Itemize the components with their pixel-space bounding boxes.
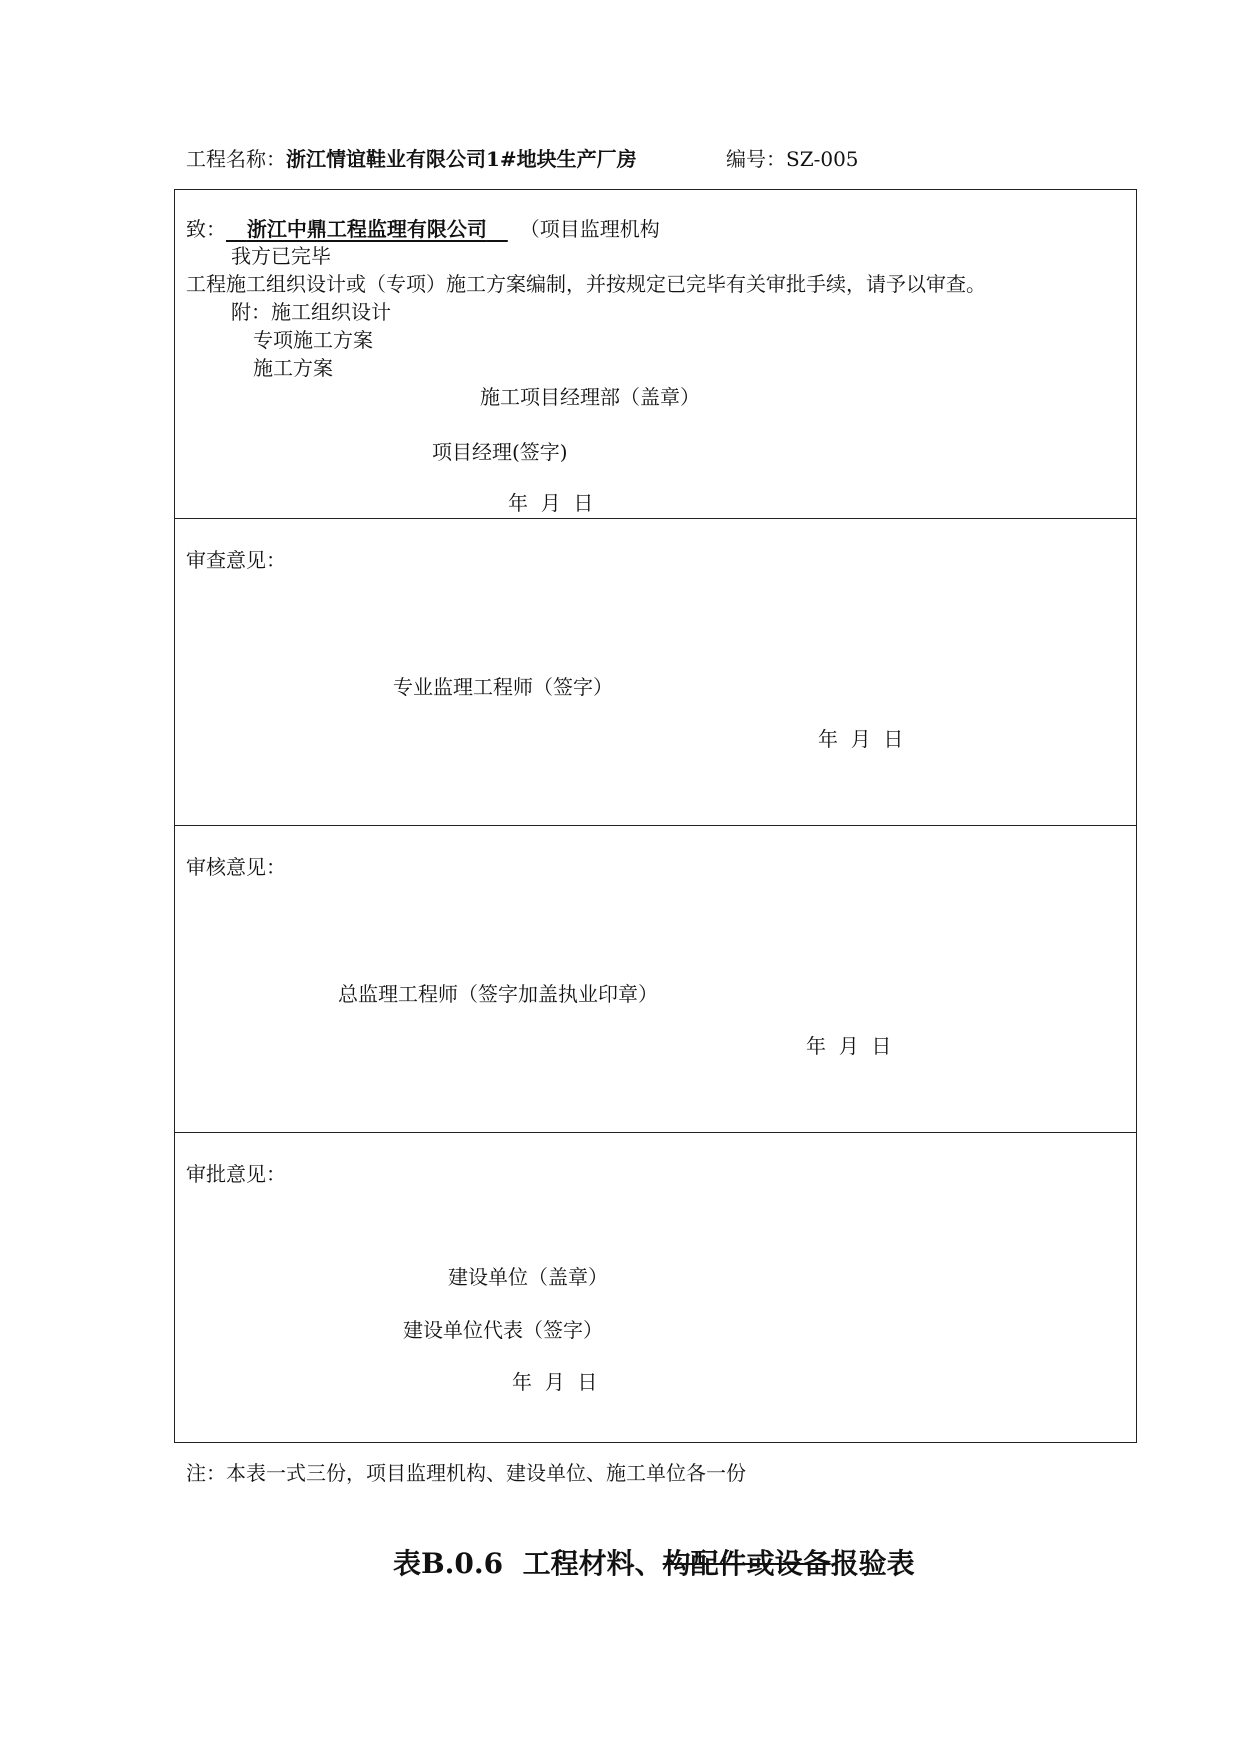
- number-value: SZ-005: [786, 147, 859, 171]
- title-part-1: 表B.0.6 工程材料、: [393, 1547, 663, 1580]
- statement-line-2: 工程施工组织设计或（专项）施工方案编制，并按规定已完毕有关审批手续，请予以审查。: [186, 272, 986, 296]
- row-divider-2: [174, 825, 1137, 826]
- section4-date: 年 月 日: [512, 1370, 598, 1394]
- audit-opinion-label: 审核意见：: [186, 855, 286, 879]
- review-opinion-label: 审查意见：: [186, 548, 286, 572]
- to-suffix: （项目监理机构: [519, 217, 660, 241]
- section2-date: 年 月 日: [818, 727, 904, 751]
- section3-date: 年 月 日: [806, 1034, 892, 1058]
- owner-seal-label: 建设单位（盖章）: [448, 1265, 608, 1289]
- copies-note: 注：本表一式三份，项目监理机构、建设单位、施工单位各一份: [186, 1461, 746, 1485]
- to-label: 致：: [186, 217, 226, 241]
- title-part-struck: 构配件或设备: [662, 1547, 831, 1580]
- row-divider-3: [174, 1132, 1137, 1133]
- owner-rep-signature: 建设单位代表（签字）: [403, 1318, 603, 1342]
- title-part-3: 报验表: [830, 1547, 915, 1580]
- attachment-special-plan: 专项施工方案: [253, 328, 373, 352]
- project-name: 浙江情谊鞋业有限公司1#地块生产厂房: [286, 147, 637, 171]
- supervision-org: 浙江中鼎工程监理有限公司: [246, 217, 487, 241]
- dept-seal-label: 施工项目经理部（盖章）: [480, 385, 700, 409]
- addressee-line: [186, 216, 660, 242]
- section1-date: 年 月 日: [508, 491, 594, 515]
- project-name-line: [186, 146, 637, 172]
- statement-line-1: 我方已完毕: [231, 244, 331, 268]
- form-number: [726, 146, 859, 172]
- attachment-construction-plan: 施工方案: [253, 356, 333, 380]
- project-label: 工程名称：: [186, 147, 286, 171]
- manager-signature-label: 项目经理(签字): [432, 440, 568, 464]
- attachment-org-design: 附：施工组织设计: [231, 300, 391, 324]
- specialist-engineer-signature: 专业监理工程师（签字）: [393, 675, 613, 699]
- chief-engineer-signature: 总监理工程师（签字加盖执业印章）: [338, 982, 658, 1006]
- number-label: 编号：: [726, 147, 786, 171]
- row-divider-1: [174, 518, 1137, 519]
- next-form-title: [393, 1547, 915, 1581]
- approval-opinion-label: 审批意见：: [186, 1162, 286, 1186]
